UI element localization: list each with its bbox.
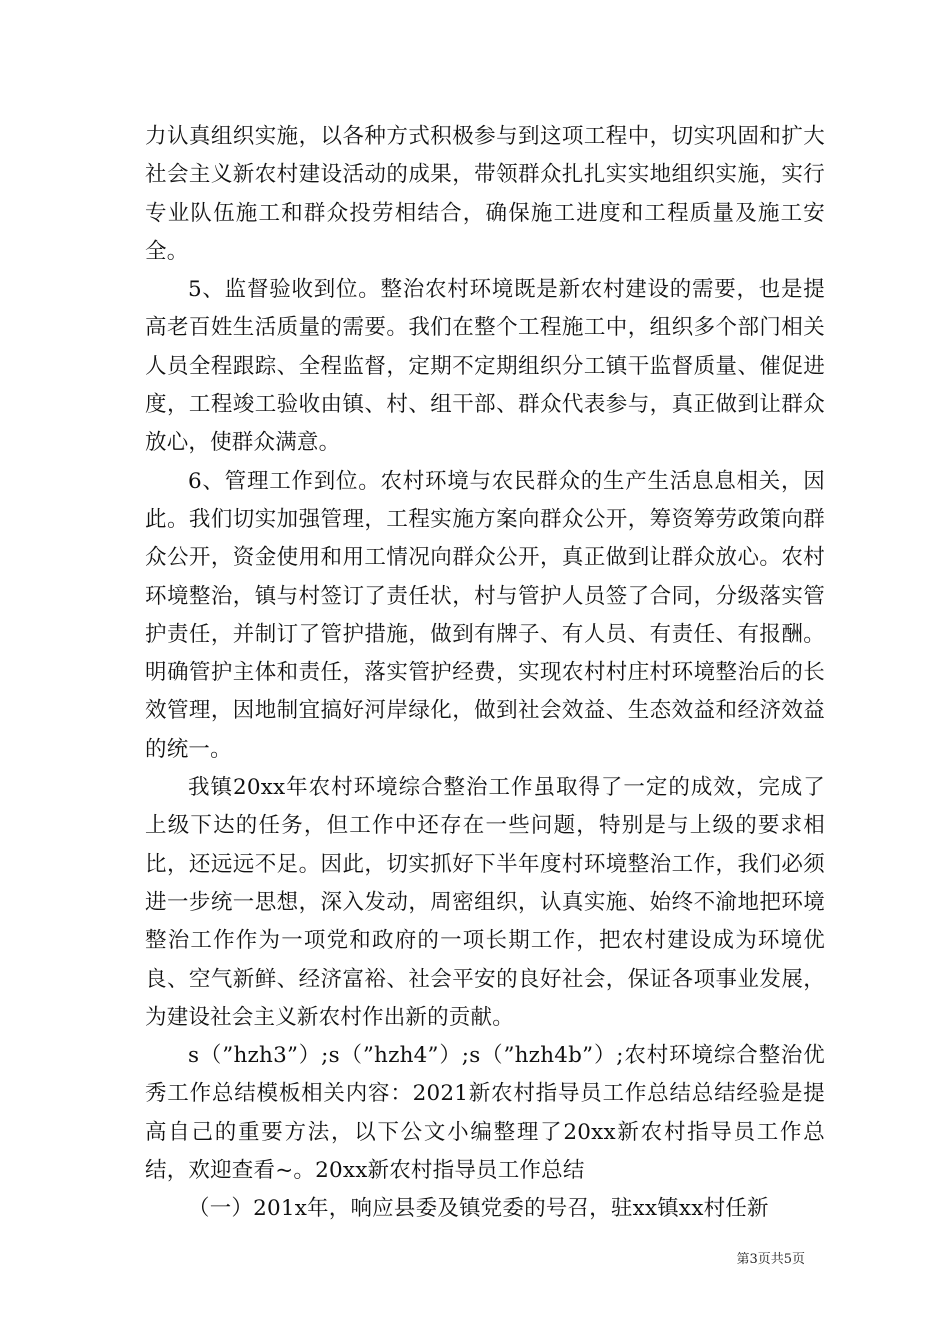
paragraph-related-content: s（”hzh3”）;s（”hzh4”）;s（”hzh4b”）;农村环境综合整治优秀工作总结模板相关内容：2021新农村指导员工作总结总结经验是提高自己的重要方法，以下公文小编整理了20xx新农村指导员工作总结，欢迎查看~。20xx新农村指导员工作总结 [145,1043,825,1184]
paragraph-summary: 我镇20xx年农村环境综合整治工作虽取得了一定的成效，完成了上级下达的任务，但工作中还存在一些问题，特别是与上级的要求相比，还远远不足。因此，切实抓好下半年度村环境整治工作，我们必须进一步统一思想，深入发动，周密组织，认真实施、始终不渝地把环境整治工作作为一项党和政府的一项长期工作，把农村建设成为环境优良、空气新鲜、经济富裕、社会平安的良好社会，保证各项事业发展，为建设社会主义新农村作出新的贡献。 [145,775,825,1030]
paragraph-continuation: 力认真组织实施，以各种方式积极参与到这项工程中，切实巩固和扩大社会主义新农村建设活动的成果，带领群众扎扎实实地组织实施，实行专业队伍施工和群众投劳相结合，确保施工进度和工程质量及施工安全。 [145,124,825,264]
page-number: 第3页共5页 [736,1252,805,1267]
paragraph-supervision: 5、监督验收到位。整治农村环境既是新农村建设的需要，也是提高老百姓生活质量的需要。我们在整个工程施工中，组织多个部门相关人员全程跟踪、全程监督，定期不定期组织分工镇干监督质量、催促进度，工程竣工验收由镇、村、组干部、群众代表参与，真正做到让群众放心，使群众满意。 [145,277,825,456]
paragraph-section-one: （一）201x年，响应县委及镇党委的号召，驻xx镇xx村任新 [188,1196,769,1222]
document-body [145,118,825,1229]
paragraph-management: 6、管理工作到位。农村环境与农民群众的生产生活息息相关，因此。我们切实加强管理，工程实施方案向群众公开，筹资筹劳政策向群众公开，资金使用和用工情况向群众公开，真正做到让群众放心。农村环境整治，镇与村签订了责任状，村与管护人员签了合同，分级落实管护责任，并制订了管护措施，做到有牌子、有人员、有责任、有报酬。明确管护主体和责任，落实管护经费，实现农村村庄村环境整治后的长效管理，因地制宜搞好河岸绿化，做到社会效益、生态效益和经济效益的统一。 [145,468,825,762]
